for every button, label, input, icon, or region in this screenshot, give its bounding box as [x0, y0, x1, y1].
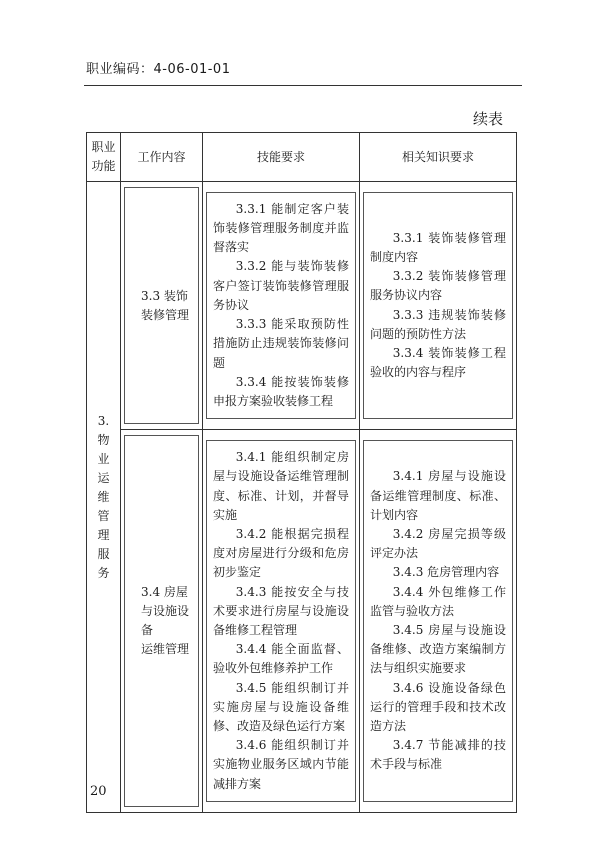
- page-number: 20: [90, 784, 107, 799]
- table-row: [87, 430, 517, 813]
- work-content-cell: [121, 182, 203, 430]
- knowledge-item: 3.3.4 装饰装修工程验收的内容与程序: [370, 345, 506, 380]
- knowledge-item: 3.4.1 房屋与设施设备运维管理制度、标准、计划内容: [370, 469, 506, 522]
- knowledge-item: 3.4.2 房屋完损等级评定办法: [370, 526, 506, 561]
- work-content-text: 3.3 装饰 装修管理: [141, 288, 190, 322]
- skills-table: [86, 132, 517, 813]
- skills-cell: [203, 182, 360, 430]
- skill-item: 3.3.3 能采取预防性措施防止违规装饰装修问题: [213, 317, 349, 370]
- column-header-work-content: 工作内容: [121, 133, 203, 182]
- knowledge-item: 3.4.6 设施设备绿色运行的管理手段和技术改造方法: [370, 680, 506, 734]
- knowledge-item: 3.4.7 节能减排的技术手段与标准: [370, 738, 506, 772]
- knowledge-item: 3.3.1 装饰装修管理制度内容: [370, 230, 506, 264]
- table-header-row: [87, 133, 517, 182]
- skill-item: 3.3.1 能制定客户装饰装修管理服务制度并监督落实: [213, 201, 349, 255]
- skill-item: 3.4.6 能组织制订并实施物业服务区域内节能减排方案: [213, 738, 349, 791]
- skill-item: 3.4.4 能全面监督、验收外包维修养护工作: [213, 642, 349, 676]
- table-row: [87, 182, 517, 430]
- skill-item: 3.4.5 能组织制订并实施房屋与设施设备维修、改造及绿色运行方案: [213, 680, 349, 734]
- skills-cell: [203, 430, 360, 813]
- knowledge-item: 3.4.4 外包维修工作监管与验收方法: [370, 584, 506, 618]
- knowledge-item: 3.3.3 违规装饰装修问题的预防性方法: [370, 307, 506, 341]
- header-divider: [84, 85, 522, 86]
- knowledge-item: 3.3.2 装饰装修管理服务协议内容: [370, 269, 506, 303]
- knowledge-cell: [360, 430, 517, 813]
- skill-item: 3.4.1 能组织制定房屋与设施设备运维管理制度、标准、计划，并督导实施: [213, 450, 349, 522]
- skill-item: 3.3.4 能按装饰装修申报方案验收装修工程: [213, 374, 349, 408]
- function-cell: [87, 182, 121, 813]
- column-header-skill-requirements: 技能要求: [203, 133, 360, 182]
- skill-item: 3.4.3 能按安全与技术要求进行房屋与设施设备维修工程管理: [213, 584, 349, 637]
- skill-item: 3.4.2 能根据完损程度对房屋进行分级和危房初步鉴定: [213, 526, 349, 580]
- column-header-knowledge-requirements: 相关知识要求: [360, 133, 517, 182]
- continued-label: 续表: [473, 110, 504, 128]
- occupation-code: 职业编码：4-06-01-01: [86, 62, 231, 77]
- knowledge-item: 3.4.3 危房管理内容: [392, 565, 500, 580]
- function-number: 3.: [97, 413, 110, 428]
- function-name: 物业运维管理服务: [97, 432, 110, 580]
- work-content-cell: [121, 430, 203, 813]
- knowledge-item: 3.4.5 房屋与设施设备维修、改造方案编制方法与组织实施要求: [370, 623, 506, 676]
- knowledge-cell: [360, 182, 517, 430]
- column-header-function: 职业 功能: [87, 133, 121, 182]
- work-content-text: 3.4 房屋 与设施设备 运维管理: [141, 585, 190, 656]
- skill-item: 3.3.2 能与装饰装修客户签订装饰装修管理服务协议: [213, 259, 349, 312]
